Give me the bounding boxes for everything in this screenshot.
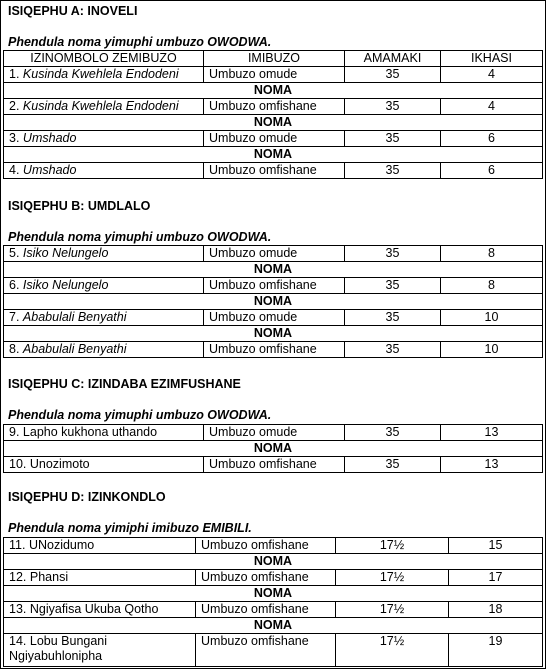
noma-row: NOMA [4, 586, 543, 602]
section-c-heading: ISIQEPHU C: IZINDABA EZIMFUSHANE [8, 377, 241, 391]
section-d-table [3, 537, 543, 667]
table-row: 6. Isiko Nelungelo Umbuzo omfishane 35 8 [4, 278, 543, 294]
section-b-heading: ISIQEPHU B: UMDLALO [8, 199, 151, 213]
noma-row: NOMA [4, 554, 543, 570]
noma-row: NOMA [4, 441, 543, 457]
section-b-instruction: Phendula noma yimuphi umbuzo OWODWA. [8, 230, 272, 244]
table-row: 10. Unozimoto Umbuzo omfishane 35 13 [4, 457, 543, 473]
table-row: 8. Ababulali Benyathi Umbuzo omfishane 35 10 [4, 342, 543, 358]
table-row: 4. Umshado Umbuzo omfishane 35 6 [4, 163, 543, 179]
table-row: 2. Kusinda Kwehlela Endodeni Umbuzo omfishane 35 4 [4, 99, 543, 115]
noma-row: NOMA [4, 618, 543, 634]
col-header-page: IKHASI [441, 51, 543, 67]
section-d-instruction: Phendula noma yimiphi imibuzo EMIBILI. [8, 521, 252, 535]
noma-row: NOMA [4, 147, 543, 163]
section-a-instruction: Phendula noma yimuphi umbuzo OWODWA. [8, 35, 272, 49]
table-row: 13. Ngiyafisa Ukuba Qotho Umbuzo omfishane 17½ 18 [4, 602, 543, 618]
col-header-marks: AMAMAKI [345, 51, 441, 67]
col-header-question: IZINOMBOLO ZEMIBUZO [4, 51, 204, 67]
section-d-heading: ISIQEPHU D: IZINKONDLO [8, 490, 166, 504]
table-row: 11. UNozidumo Umbuzo omfishane 17½ 15 [4, 538, 543, 554]
noma-row: NOMA [4, 115, 543, 131]
table-row: 12. Phansi Umbuzo omfishane 17½ 17 [4, 570, 543, 586]
section-a-table [3, 50, 543, 179]
table-row: 3. Umshado Umbuzo omude 35 6 [4, 131, 543, 147]
col-header-type: IMIBUZO [204, 51, 345, 67]
noma-row: NOMA [4, 294, 543, 310]
table-row: 7. Ababulali Benyathi Umbuzo omude 35 10 [4, 310, 543, 326]
table-row: 9. Lapho kukhona uthando Umbuzo omude 35 13 [4, 425, 543, 441]
table-row: 1. Kusinda Kwehlela Endodeni Umbuzo omude 35 4 [4, 67, 543, 83]
header-row [4, 51, 543, 67]
noma-row: NOMA [4, 262, 543, 278]
section-b-table [3, 245, 543, 358]
table-row: 14. Lobu Bungani Ngiyabuhlonipha Umbuzo omfishane 17½ 19 [4, 634, 543, 667]
section-c-table [3, 424, 543, 473]
table-row: 5. Isiko Nelungelo Umbuzo omude 35 8 [4, 246, 543, 262]
section-a-heading: ISIQEPHU A: INOVELI [8, 4, 138, 18]
section-c-instruction: Phendula noma yimuphi umbuzo OWODWA. [8, 408, 272, 422]
noma-row: NOMA [4, 326, 543, 342]
noma-row: NOMA [4, 83, 543, 99]
